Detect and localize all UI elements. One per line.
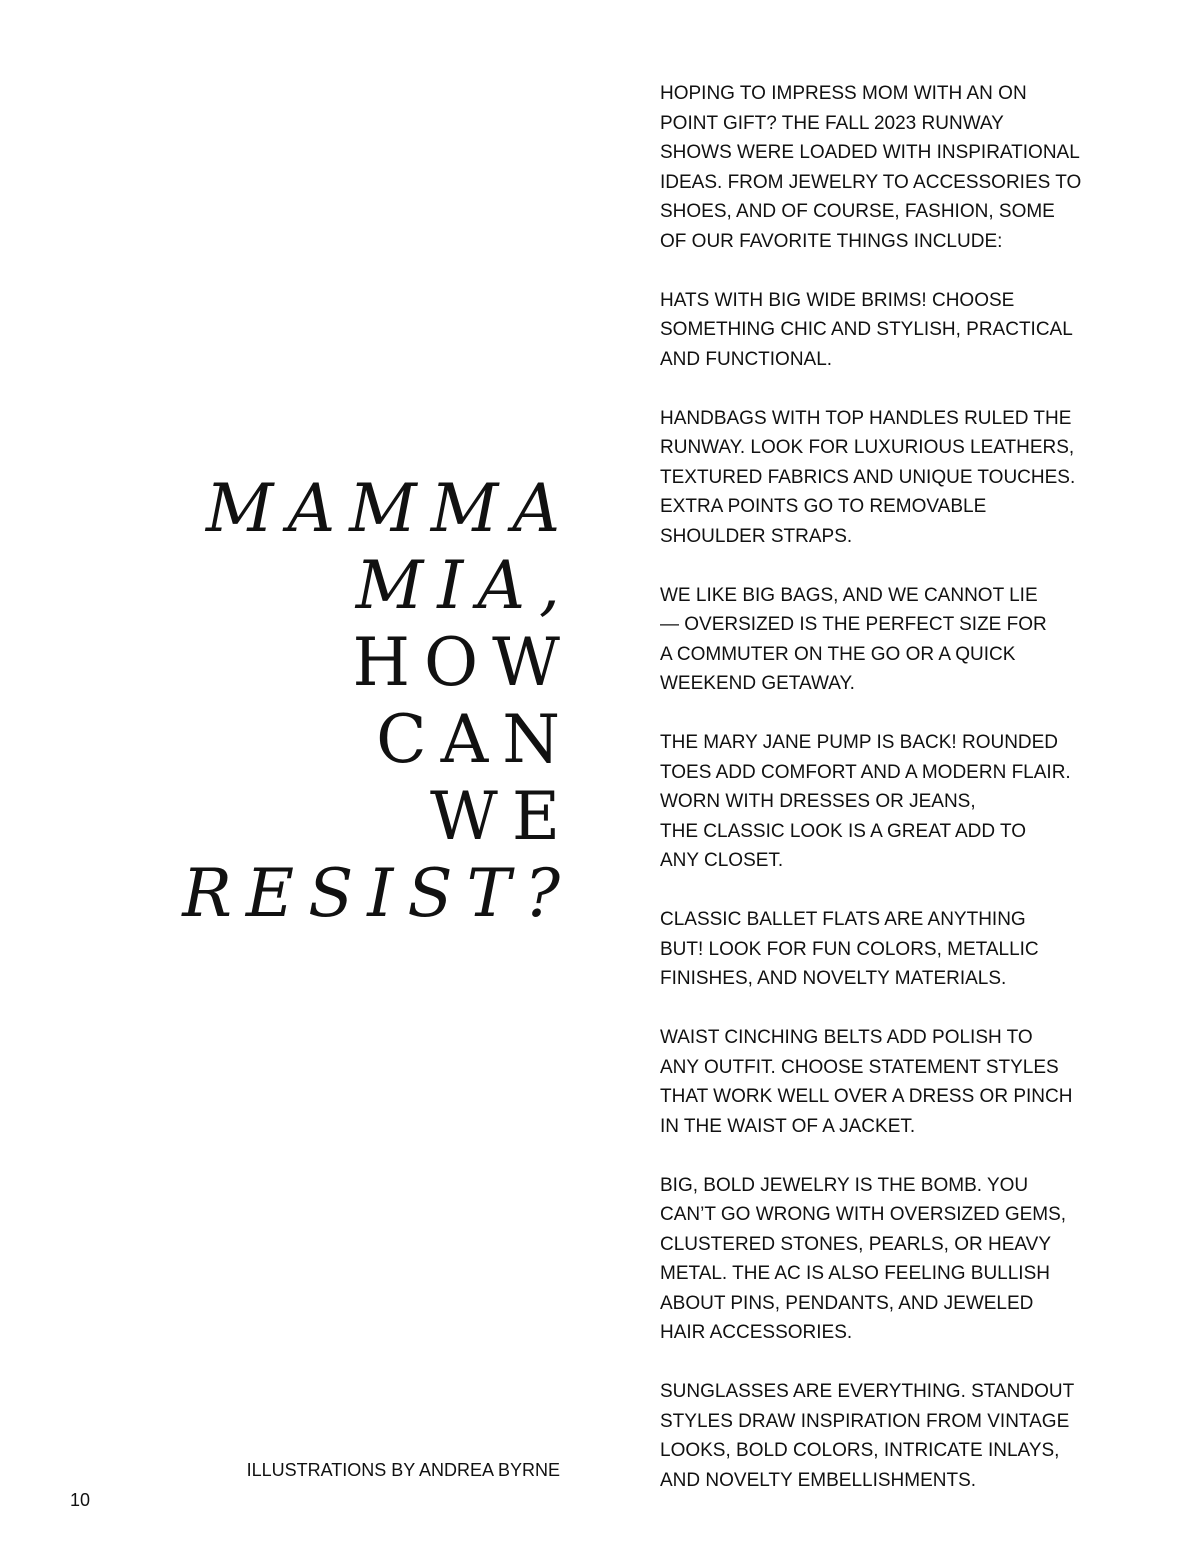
headline-line: CAN	[376, 701, 574, 778]
headline-line: HOW	[352, 624, 574, 701]
headline-line: WE	[429, 778, 574, 855]
article-paragraph	[660, 286, 1090, 375]
paragraph-line: CAN’T GO WRONG WITH OVERSIZED GEMS,	[660, 1204, 1067, 1225]
headline-line: RESIST?	[182, 855, 574, 932]
paragraph-line: CLUSTERED STONES, PEARLS, OR HEAVY	[660, 1233, 1052, 1255]
paragraph-line: SOMETHING CHIC AND STYLISH, PRACTICAL	[660, 319, 1073, 340]
article-paragraph	[660, 404, 1090, 552]
paragraph-line: POINT GIFT? THE FALL 2023 RUNWAY	[660, 112, 1004, 134]
paragraph-line: BUT! LOOK FOR FUN COLORS, METALLIC	[660, 938, 1039, 960]
paragraph-line: WAIST CINCHING BELTS ADD POLISH TO	[660, 1027, 1033, 1048]
article-paragraph	[660, 1377, 1090, 1495]
page-number: 10	[70, 1490, 91, 1510]
paragraph-line: BIG, BOLD JEWELRY IS THE BOMB. YOU	[660, 1174, 1029, 1196]
paragraph-line: ABOUT PINS, PENDANTS, AND JEWELED	[660, 1292, 1034, 1314]
headline-line: MIA,	[355, 547, 574, 624]
article-paragraph	[660, 1171, 1090, 1348]
paragraph-line: LOOKS, BOLD COLORS, INTRICATE INLAYS,	[660, 1440, 1060, 1461]
paragraph-line: HATS WITH BIG WIDE BRIMS! CHOOSE	[660, 289, 1015, 311]
paragraph-line: EXTRA POINTS GO TO REMOVABLE	[660, 496, 987, 517]
paragraph-line: METAL. THE AC IS ALSO FEELING BULLISH	[660, 1263, 1050, 1284]
paragraph-line: AND NOVELTY EMBELLISHMENTS.	[660, 1469, 977, 1491]
paragraph-line: HOPING TO IMPRESS MOM WITH AN ON	[660, 83, 1027, 104]
paragraph-line: FINISHES, AND NOVELTY MATERIALS.	[660, 968, 1007, 989]
headline-line: MAMMA	[205, 470, 574, 547]
paragraph-line: ANY CLOSET.	[660, 850, 784, 871]
paragraph-line: HAIR ACCESSORIES.	[660, 1322, 853, 1343]
paragraph-line: SHOWS WERE LOADED WITH INSPIRATIONAL	[660, 142, 1080, 163]
paragraph-line: A COMMUTER ON THE GO OR A QUICK	[660, 643, 1016, 665]
headline	[40, 470, 574, 932]
paragraph-line: TEXTURED FABRICS AND UNIQUE TOUCHES.	[660, 466, 1076, 488]
paragraph-line: RUNWAY. LOOK FOR LUXURIOUS LEATHERS,	[660, 437, 1075, 458]
article-paragraph	[660, 581, 1090, 699]
paragraph-line: AND FUNCTIONAL.	[660, 348, 833, 370]
paragraph-line: THE MARY JANE PUMP IS BACK! ROUNDED	[660, 732, 1059, 753]
paragraph-line: WORN WITH DRESSES OR JEANS,	[660, 791, 976, 812]
paragraph-line: — OVERSIZED IS THE PERFECT SIZE FOR	[660, 614, 1047, 635]
paragraph-line: ANY OUTFIT. CHOOSE STATEMENT STYLES	[660, 1056, 1059, 1078]
paragraph-line: HANDBAGS WITH TOP HANDLES RULED THE	[660, 407, 1072, 429]
paragraph-line: SHOES, AND OF COURSE, FASHION, SOME	[660, 201, 1055, 222]
article-paragraph	[660, 728, 1090, 876]
paragraph-line: THAT WORK WELL OVER A DRESS OR PINCH	[660, 1086, 1073, 1107]
article-paragraph	[660, 79, 1090, 256]
paragraph-line: STYLES DRAW INSPIRATION FROM VINTAGE	[660, 1410, 1070, 1432]
article-body	[660, 79, 1090, 1525]
paragraph-line: OF OUR FAVORITE THINGS INCLUDE:	[660, 230, 1003, 252]
paragraph-line: WE LIKE BIG BAGS, AND WE CANNOT LIE	[660, 584, 1038, 606]
paragraph-line: SHOULDER STRAPS.	[660, 525, 853, 547]
paragraph-line: SUNGLASSES ARE EVERYTHING. STANDOUT	[660, 1381, 1075, 1402]
illustration-credit: ILLUSTRATIONS BY ANDREA BYRNE	[246, 1460, 560, 1480]
paragraph-line: CLASSIC BALLET FLATS ARE ANYTHING	[660, 909, 1026, 930]
paragraph-line: IDEAS. FROM JEWELRY TO ACCESSORIES TO	[660, 171, 1082, 193]
paragraph-line: TOES ADD COMFORT AND A MODERN FLAIR.	[660, 761, 1071, 783]
article-paragraph	[660, 905, 1090, 994]
paragraph-line: WEEKEND GETAWAY.	[660, 673, 855, 694]
paragraph-line: THE CLASSIC LOOK IS A GREAT ADD TO	[660, 820, 1027, 842]
paragraph-line: IN THE WAIST OF A JACKET.	[660, 1115, 916, 1137]
article-paragraph	[660, 1023, 1090, 1141]
